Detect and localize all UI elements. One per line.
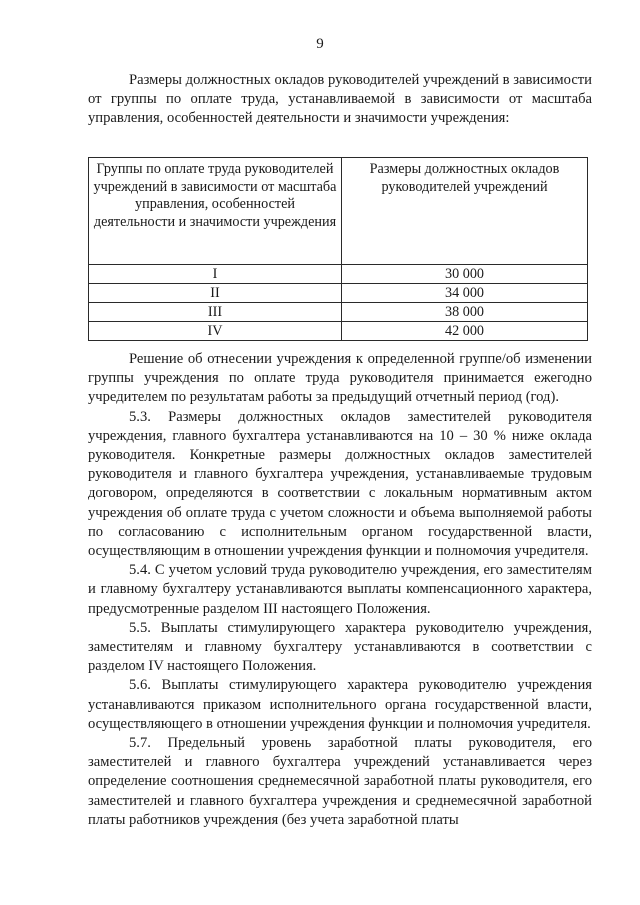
header-groups: Группы по оплате труда руководителей учреждений в зависимости от масштаба управления, особенностей деятельности и значимости учреждения (89, 158, 342, 265)
paragraph-5-7: 5.7. Предельный уровень заработной платы руководителя, его заместителей и главного бухгалтера учреждений устанавливается через определение соотношения среднемесячной заработной платы руководителя, его заместителей и главного бухгалтера учреждения и среднемесячной заработной платы работников учреждения (без учета заработной платы (88, 735, 592, 828)
paragraph-5-4: 5.4. С учетом условий труда руководителю учреждения, его заместителям и главному бухгалтеру устанавливаются выплаты компенсационного характера, предусмотренные разделом III настоящего Положения. (88, 562, 592, 617)
table-row (89, 322, 588, 341)
page-number: 9 (316, 36, 324, 52)
cell-salary: 30 000 (342, 265, 588, 284)
table-row (89, 303, 588, 322)
header-salary: Размеры должностных окладов руководителей учреждений (342, 158, 588, 265)
cell-salary: 34 000 (342, 284, 588, 303)
cell-group: II (89, 284, 342, 303)
paragraph-5-6: 5.6. Выплаты стимулирующего характера руководителю учреждения устанавливаются приказом исполнительного органа государственной власти, осуществляющего в отношении учреждения функции и полномочия учредителя. (88, 677, 592, 732)
table-header-row (89, 158, 588, 265)
cell-group: III (89, 303, 342, 322)
cell-salary: 42 000 (342, 322, 588, 341)
intro-block (88, 71, 592, 129)
paragraph-5-3: 5.3. Размеры должностных окладов заместителей руководителя учреждения, главного бухгалтера устанавливаются на 10 – 30 % ниже оклада руководителя. Конкретные размеры должностных окладов заместителей руководителя и главного бухгалтера учреждения, устанавливаемые трудовым договором, определяются в соответствии с локальным нормативным актом учреждения об оплате труда с учетом сложности и объема выполняемой работы по согласованию с исполнительным органом государственной власти, осуществляющим в отношении учреждения функции и полномочия учредителя. (88, 408, 592, 560)
paragraph-group-decision: Решение об отнесении учреждения к определенной группе/об изменении группы учреждения по оплате труда руководителя принимается ежегодно учредителем по результатам работы за предыдущий отчетный период (год). (88, 351, 592, 406)
cell-salary: 38 000 (342, 303, 588, 322)
intro-paragraph: Размеры должностных окладов руководителей учреждений в зависимости от группы по оплате труда, устанавливаемой в зависимости от масштаба управления, особенностей деятельности и значимости учреждения: (88, 72, 592, 127)
paragraph-5-5: 5.5. Выплаты стимулирующего характера руководителю учреждения, заместителям и главному бухгалтеру устанавливаются в соответствии с разделом IV настоящего Положения. (88, 619, 592, 675)
body-text (88, 350, 592, 830)
table-row (89, 265, 588, 284)
cell-group: I (89, 265, 342, 284)
salary-table (88, 157, 588, 341)
cell-group: IV (89, 322, 342, 341)
table-row (89, 284, 588, 303)
